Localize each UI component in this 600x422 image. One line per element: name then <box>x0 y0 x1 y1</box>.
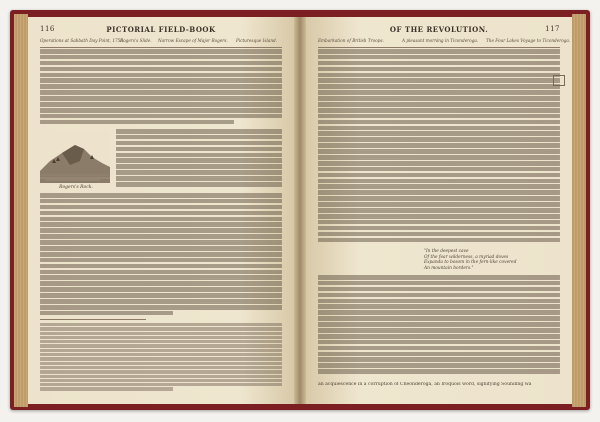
left-footnotes <box>40 323 282 392</box>
right-subheading-3: The Four Lakes Voyage to Ticonderoga. <box>486 38 571 43</box>
book-gutter <box>294 17 306 404</box>
left-page <box>28 17 294 404</box>
right-page <box>306 17 572 404</box>
margin-note <box>553 75 565 86</box>
rogers-rock-illustration <box>40 131 110 183</box>
illustration-caption: Rogers's Rock. <box>59 185 93 190</box>
left-body-text-wrap <box>116 129 282 188</box>
poem-line-3: Expanda to bosom in the fern-like covered <box>424 260 517 265</box>
right-bottom-line: an acquiescence in a corruption of Cheonderoga, an Iroquois word, signifying Sounding wa <box>318 382 532 387</box>
left-page-number: 116 <box>40 25 55 33</box>
left-subheadings <box>40 38 282 48</box>
right-running-title: OF THE REVOLUTION. <box>389 25 489 34</box>
left-subheading-4: Picturesque Island. <box>236 38 278 43</box>
left-subheading-3: Narrow Escape of Major Rogers. <box>158 38 228 43</box>
left-body-text-top <box>40 49 282 126</box>
left-body-text-bottom <box>40 193 282 317</box>
poem-line-1: "In the deepest cave <box>424 249 469 254</box>
left-subheading-2: Rogers's Slide. <box>120 38 152 43</box>
right-page-number: 117 <box>545 25 560 33</box>
right-page-header <box>318 25 560 37</box>
right-subheadings <box>318 38 571 48</box>
left-running-title: PICTORIAL FIELD-BOOK <box>106 25 216 34</box>
page-edges-left <box>14 14 28 407</box>
right-subheading-2: A pleasant morning in Ticonderoga. <box>402 38 479 43</box>
left-page-header <box>40 25 282 37</box>
page-edges-right <box>572 14 586 407</box>
footnote-rule <box>40 319 146 320</box>
right-subheading-1: Embarkation of British Troops. <box>318 38 384 43</box>
right-body-text-bottom <box>318 275 560 375</box>
left-subheading-1: Operations at Sabbath Day Point, 1756. <box>40 38 125 43</box>
poem-line-4: An mountain borders." <box>424 265 474 271</box>
poem-line-2: Of the fear wilderness, a myriad doves <box>424 254 509 260</box>
right-body-text-top <box>318 49 560 243</box>
poem-quote <box>424 249 534 271</box>
